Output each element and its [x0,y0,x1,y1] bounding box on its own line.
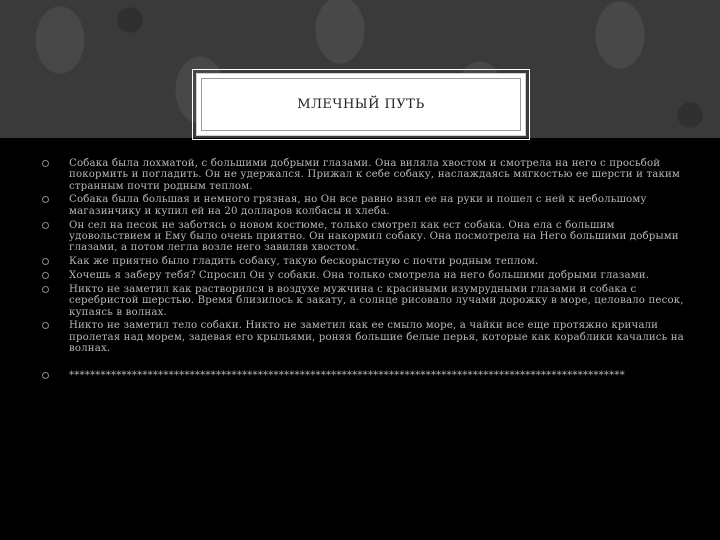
list-item [40,284,690,318]
list-item-text: Никто не заметил как растворился в воздухе мужчина с красивыми изумрудными глазами и собака с серебристой шерстью. Время близилось к закату, а солнце рисовало лучами дорожку в море, целовало песок, купаясь в волнах. [69,283,684,318]
list-item-text: Собака была лохматой, с большими добрыми глазами. Она виляла хвостом и смотрела на него с просьбой покормить и погладить. Он не удержался. Прижал к себе собаку, наслаждаясь мягкостью ее шерсти и таким странным почти родным теплом. [69,158,680,192]
list-item [40,320,690,354]
bullet-icon [42,372,49,379]
list-item-text: Собака была большая и немного грязная, но Он все равно взял ее на руки и пошел с ней к небольшому магазинчику и купил ей на 20 долларов колбасы и хлеба. [69,194,647,217]
list-item [40,256,690,267]
list-item-text: Он сел на песок не заботясь о новом костюме, только смотрел как ест собака. Она ела с большим удовольствием и Ему было очень приятно. Он накормил собаку. Она посмотрела на Него большими добрыми глазами, а потом легла возле него завиляв хвостом. [69,219,679,254]
bullet-icon [42,160,49,167]
title-box [196,73,526,136]
bullet-icon [42,272,49,279]
slide-title: МЛЕЧНЫЙ ПУТЬ [297,97,425,112]
bullet-icon [42,322,49,329]
bullet-icon [42,222,49,229]
list-item [40,158,690,192]
bullet-list [40,158,690,384]
list-item-text: Хочешь я заберу тебя? Спросил Он у собаки. Она только смотрела на него большими добрыми глазами. [69,270,650,282]
list-item [40,194,690,217]
list-item-text: Никто не заметил тело собаки. Никто не заметил как ее смыло море, а чайки все еще протяжно кричали пролетая над морем, задевая его крыльями, роняя большие белые перья, которые как кораблики качались на волнах. [69,320,684,355]
bullet-icon [42,286,49,293]
list-item-text: ********************************************************************************************************** [69,370,625,382]
list-item [40,270,690,281]
list-item [40,220,690,254]
bullet-icon [42,196,49,203]
list-item-text: Как же приятно было гладить собаку, такую бескорыстную с почти родным теплом. [69,256,539,268]
list-item [40,370,690,381]
bullet-icon [42,258,49,265]
